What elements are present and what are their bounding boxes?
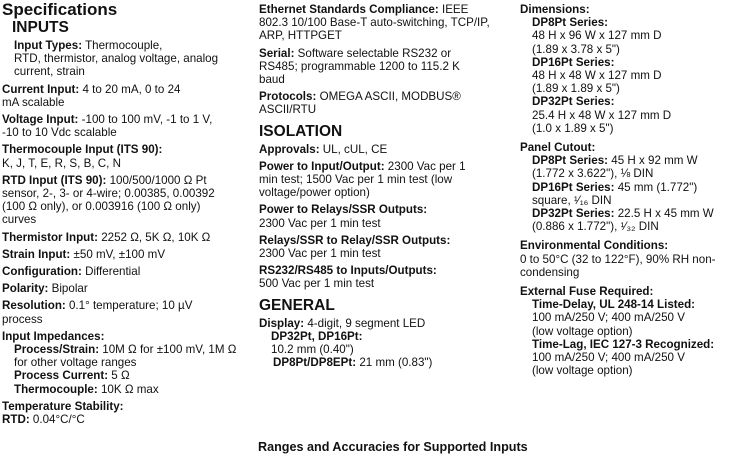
spec-value: 2300 Vac per 1 min test [259,216,381,230]
rtd-stability-spec [2,413,248,426]
spec-value: ±50 mV, ±100 mV [70,247,166,261]
spec-value: 500 Vac per 1 min test [259,277,375,291]
spec-value: RTD, thermistor, analog voltage, analog current, strain [14,52,219,79]
spec-value: Software selectable RS232 or RS485; programmable 1200 to 115.2 K baud [259,46,460,87]
inputs-column [2,0,248,426]
spec-label: Panel Cutout: [520,141,596,155]
spec-label: Ethernet Standards Compliance: [259,3,439,16]
spec-value: IEEE 802.3 10/100 Base-T auto-switching, TCP/IP, ARP, HTTPGET [259,3,490,43]
spec-label: Approvals: [259,142,320,156]
spec-label: Polarity: [2,282,49,296]
input-impedances-spec [2,330,248,343]
spec-label: Thermistor Input: [2,230,98,244]
spec-value: 45 mm (1.772") square, ¹⁄₁₆ DIN [532,180,698,207]
spec-value: 10.2 mm (0.40") [271,343,354,357]
spec-label: Voltage Input: [2,113,79,127]
spec-label: RS232/RS485 to Inputs/Outputs: [259,264,437,278]
spec-value: 4 to 20 mA, 0 to 24 mA scalable [2,82,181,109]
spec-value: 25.4 H x 48 W x 127 mm D [532,108,672,122]
spec-value: 10K Ω max [97,382,159,396]
comms-column [259,0,511,369]
strain-input-spec [2,248,248,261]
spec-label: DP8Pt Series: [532,16,609,30]
spec-value: 2300 Vac per 1 min test [259,247,381,261]
polarity-spec [2,282,248,295]
spec-value: (low voltage option) [532,324,633,338]
spec-label: Environmental Conditions: [520,239,669,253]
spec-value: 100 mA/250 V; 400 mA/250 V [532,351,685,365]
spec-label: DP8Pt/DP8EPt: [273,356,357,370]
page-title: Specifications [2,0,118,19]
environmental-spec [520,239,720,279]
spec-label: Thermocouple: [14,382,98,396]
relay-to-relay-spec [259,234,511,260]
spec-label: Serial: [259,46,295,60]
spec-label: RTD Input (ITS 90): [2,173,107,187]
dp32-dp16-display-spec [259,330,511,356]
temperature-stability-spec [2,400,248,413]
spec-value: (low voltage option) [532,364,633,378]
spec-label: RTD: [2,413,30,427]
spec-value: 48 H x 96 W x 127 mm D [532,29,662,43]
spec-value: 4-digit, 9 segment LED [304,316,426,330]
spec-value: 45 H x 92 mm W (1.772 x 3.622"), ⅛ DIN [532,154,698,181]
spec-value: 5 Ω [108,369,130,383]
external-fuse-spec [520,285,748,298]
panel-cutout-dp8 [520,154,728,180]
panel-cutout-spec [520,141,748,154]
dimensions-spec [520,3,748,16]
spec-value: (1.89 x 1.89 x 5") [532,82,620,96]
power-input-output-spec [259,160,477,200]
ethernet-spec [259,3,491,43]
fuse-time-lag [520,338,748,378]
spec-label: DP32Pt, DP16Pt: [271,329,363,343]
spec-value: 48 H x 48 W x 127 mm D [532,69,662,83]
configuration-spec [2,265,248,278]
spec-value: (1.89 x 3.78 x 5") [532,42,620,56]
thermocouple-input-spec [2,143,248,169]
rtd-input-spec [2,174,228,227]
spec-label: Power to Input/Output: [259,159,385,173]
spec-value: Thermocouple, [82,39,163,52]
spec-label: Relays/SSR to Relay/SSR Outputs: [259,233,451,247]
isolation-heading: ISOLATION [259,122,343,140]
spec-label: DP32Pt Series: [532,207,615,221]
spec-value: 2300 Vac per 1 min test; 1500 Vac per 1 min test (low voltage/power option) [259,159,466,200]
spec-label: Protocols: [259,90,317,104]
spec-value: 2252 Ω, 5K Ω, 10K Ω [97,230,211,244]
spec-value: OMEGA ASCII, MODBUS® ASCII/RTU [259,90,461,117]
current-input-spec [2,83,192,109]
spec-value: 21 mm (0.83") [356,356,433,370]
spec-label: Input Types: [14,39,83,52]
serial-spec [259,47,483,87]
power-relays-spec [259,203,511,229]
thermocouple-impedance-spec [2,383,248,396]
dp8-display-spec [259,356,511,369]
spec-label: External Fuse Required: [520,285,654,299]
spec-label: Input Impedances: [2,329,105,343]
inputs-heading: INPUTS [12,19,69,36]
spec-label: Time-Lag, IEC 127-3 Recognized: [532,337,715,351]
spec-value: 10M Ω for ±100 mV, 1M Ω for other voltage ranges [14,343,237,370]
spec-value: UL, cUL, CE [319,142,388,156]
protocols-spec [259,90,499,116]
spec-label: DP16Pt Series: [532,55,615,69]
spec-value: 100 mA/250 V; 400 mA/250 V [532,311,685,325]
spec-label: DP32Pt Series: [532,95,615,109]
spec-label: DP16Pt Series: [532,180,615,194]
fuse-time-delay [520,298,748,338]
spec-value: 22.5 H x 45 mm W (0.886 x 1.772"), ¹⁄₃₂ DIN [532,207,714,234]
thermistor-input-spec [2,231,248,244]
spec-value: Bipolar [48,282,88,296]
voltage-input-spec [2,113,214,139]
spec-value: 100/500/1000 Ω Pt sensor, 2-, 3- or 4-wire; 0.00385, 0.00392 (100 Ω only), or 0.003916 (100 Ω only) curves [2,173,215,227]
spec-value: K, J, T, E, R, S, B, C, N [2,156,121,170]
spec-label: Display: [259,316,305,330]
input-types-spec [2,39,248,79]
approvals-spec [259,143,511,156]
dimensions-dp16 [520,56,748,96]
spec-label: Configuration: [2,265,82,279]
spec-value: 0 to 50°C (32 to 122°F), 90% RH non-condensing [520,252,716,279]
spec-label: Process/Strain: [14,343,100,357]
spec-value: -100 to 100 mV, -1 to 1 V, -10 to 10 Vdc scalable [2,113,213,140]
spec-label: Time-Delay, UL 248-14 Listed: [532,298,696,312]
process-strain-spec [2,343,246,369]
spec-label: Strain Input: [2,247,71,261]
rs232-rs485-spec [259,264,511,290]
panel-cutout-dp32 [520,207,742,233]
dimensions-dp8 [520,16,748,56]
spec-label: Power to Relays/SSR Outputs: [259,203,428,217]
spec-value: Differential [81,265,141,279]
physical-column [520,0,748,377]
spec-value: 0.1° temperature; 10 µV process [2,299,193,326]
spec-value: 0.04°C/°C [29,413,85,427]
panel-cutout-dp16 [520,181,728,207]
spec-label: Temperature Stability: [2,399,124,413]
ranges-accuracies-caption: Ranges and Accuracies for Supported Inputs [258,440,528,454]
spec-label: Thermocouple Input (ITS 90): [2,143,163,157]
dimensions-dp32 [520,95,748,135]
spec-label: Current Input: [2,82,80,96]
spec-label: Dimensions: [520,3,590,16]
general-heading: GENERAL [259,296,335,314]
spec-value: (1.0 x 1.89 x 5") [532,121,614,135]
spec-label: Process Current: [14,369,109,383]
spec-label: DP8Pt Series: [532,154,609,168]
spec-label: Resolution: [2,299,66,313]
display-spec [259,317,511,330]
process-current-spec [2,369,248,382]
resolution-spec [2,299,202,325]
